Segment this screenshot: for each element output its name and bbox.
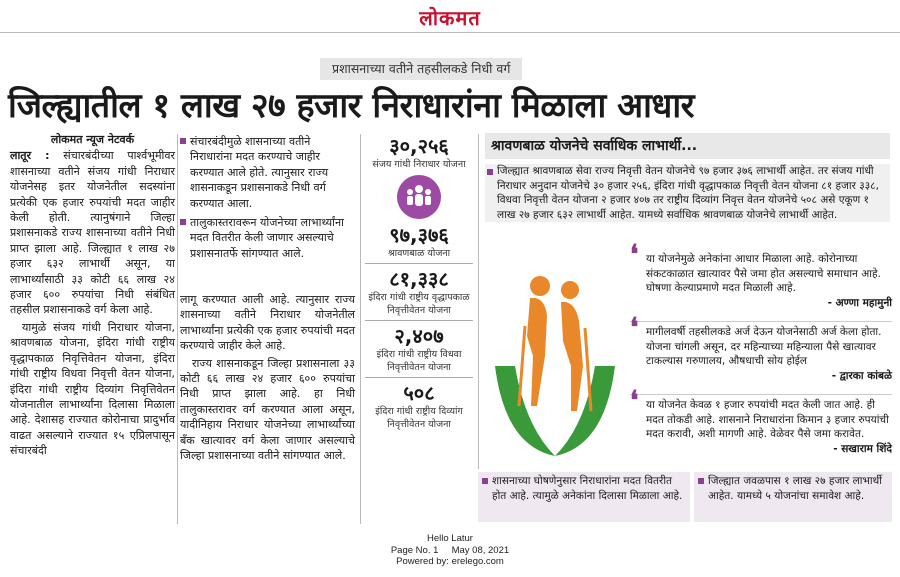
divider (630, 321, 892, 322)
citizen-quote (630, 313, 892, 383)
masthead-logo: लोकमत (419, 6, 481, 30)
paragraph: यामुळे संजय गांधी निराधार योजना, श्रावणबाळ योजना, इंदिरा गांधी राष्ट्रीय वृद्धापकाळ निवृत्तिवेतन योजना, इंदिरा गांधी राष्ट्रीय विधवा निवृत्ती वेतन योजना, इंदिरा गांधी राष्ट्रीय दिव्यांग निवृत्तिवेतन योजनातील लाभार्थ्यांना दिलासा मिळाला आहे. देशासह राज्यात कोरोनाचा प्रादुर्भाव वाढत असल्याने राज्यात १५ एप्रिलपासून संचारबंदी (10, 320, 175, 458)
stat-number: ३०,२५६ (389, 134, 449, 158)
people-group-icon (397, 175, 441, 219)
divider (365, 377, 473, 378)
stats-column (365, 134, 473, 431)
divider (365, 263, 473, 264)
page-footer (0, 533, 900, 568)
stat-number: ५०८ (403, 381, 435, 405)
column-divider (177, 134, 178, 524)
footer-powered-by: Powered by: erelego.com (396, 556, 504, 567)
paragraph: लातूर : संचारबंदीच्या पार्श्वभूमीवर शासनाच्या वतीने संजय गांधी निराधार योजनेसह इतर योजनेतील सदस्यांना प्रत्येकी एक हजार रुपयांची मदत जाहीर केली होती. त्यानुषंगाने जिल्हा प्रशासनाकडे राज्य शासनाच्या वतीने निधी प्राप्त झाला आहे. जिल्ह्यात १ लाख २७ हजार ६३२ लाभार्थी असून, या लाभार्थ्यांसाठी ३३ कोटी ६६ लाख २४ हजार ६०० रुपयांचा निधी संबंधित तहसील प्रशासनाकडे वर्ग केला आहे. (10, 149, 175, 317)
paragraph: लागू करण्यात आली आहे. त्यानुसार राज्य शासनाच्या वतीने निराधार योजनेतील लाभार्थ्यांना प्रत्येकी एक हजार रुपयांची मदत करण्याचे जाहीर केले आहे. (180, 293, 355, 353)
section-title: श्रावणबाळ योजनेचे सर्वाधिक लाभार्थी... (485, 133, 890, 159)
top-rule (0, 32, 900, 33)
divider (365, 320, 473, 321)
column-2 (180, 292, 355, 465)
citizen-quote (630, 240, 892, 310)
paragraph: राज्य शासनाकडून जिल्हा प्रशासनाला ३३ कोटी ६६ लाख २४ हजार ६०० रुपयांचा निधी प्राप्त झाला आहे. हा निधी तालुकास्तरावर वर्ग करण्यात आला असून, यादीनिहाय निराधार योजनेच्या लाभार्थ्यांच्या बँक खात्यावर वर्ग केला जाणार असल्याचे जिल्हा प्रशासनाच्या वतीने सांगण्यात आले. (180, 356, 355, 463)
citizen-quote (630, 386, 892, 456)
byline: लोकमत न्यूज नेटवर्क (50, 133, 135, 146)
dateline-city: लातूर : (10, 149, 50, 163)
kicker: प्रशासनाच्या वतीने तहसीलकडे निधी वर्ग (320, 58, 522, 80)
stat-label: इंदिरा गांधी राष्ट्रीय दिव्यांग निवृत्तीवेतन योजना (375, 406, 463, 430)
footer-page-date: Page No. 1 May 08, 2021 (390, 544, 510, 556)
quote-mark-icon: ❛ (630, 386, 639, 416)
divider (630, 394, 892, 395)
quote-text: या योजनेत केवळ १ हजार रुपयांची मदत केली जात आहे. ही मदत तोकडी आहे. शासनाने निराधारांना किमान ३ हजार रुपयांची मदत करावी, अशी मागणी आहे. वेळेवर पैसे जमा करावेत. (646, 399, 889, 440)
column-divider (360, 134, 361, 524)
quote-author: - सखाराम शिंदे (833, 442, 892, 455)
column-2-highlights (180, 134, 355, 265)
section-summary: जिल्ह्यात श्रावणबाळ सेवा राज्य निवृत्ती वेतन योजनेचे ९७ हजार ३७६ लाभार्थी आहेत. तर संजय गांधी निराधार अनुदान योजनेचे ३० हजार २५६, इंदिरा गांधी वृद्धापकाळ निवृत्ती वेतन योजना ८१ हजार ३३८, विधवा निवृत्ती वेतन योजना २ हजार ४०७ तर राष्ट्रीय दिव्यांग निवृत्त वेतन योजनेचे ५०८ असे एकूण १ लाख २७ हजार ६३२ लाभार्थी आहेत. यामध्ये सर्वाधिक श्रावणबाळ योजनेचे लाभार्थी आहेत. (485, 164, 890, 222)
stat-number: २,४०७ (394, 324, 444, 348)
quote-mark-icon: ❛ (630, 313, 639, 343)
highlight-item: तालुकास्तरावरून योजनेच्या लाभार्थ्यांना मदत वितरीत केली जाणार असल्याचे प्रशासनातर्फे सांगण्यात आले. (180, 215, 355, 261)
stat-label: संजय गांधी निराधार योजना (372, 159, 466, 170)
stat-label: इंदिरा गांधी राष्ट्रीय विधवा निवृत्तीवेतन योजना (376, 349, 462, 373)
column-1 (10, 132, 175, 461)
quote-text: या योजनेमुळे अनेकांना आधार मिळाला आहे. कोरोनाच्या संकटकाळात खात्यावर पैसे जमा होत असल्याचे समाधान आहे. घोषणा केल्याप्रमाणे मदत मिळाली आहे. (646, 253, 881, 294)
highlight-item: संचारबंदीमुळे शासनाच्या वतीने निराधारांना मदत करण्याचे जाहीर करण्यात आले होते. त्यानुसार राज्य शासनाकडून प्रशासनाकडे निधी वर्ग करण्यात आला. (180, 134, 355, 211)
stat-number: ८१,३३८ (389, 267, 449, 291)
quote-mark-icon: ❛ (630, 240, 639, 270)
elderly-couple-illustration (485, 246, 625, 466)
quote-author: - द्वारका कांबळे (831, 369, 892, 382)
quote-text: मागीलवर्षी तहसीलकडे अर्ज देऊन योजनेसाठी अर्ज केला होता. योजना चांगली असून, दर महिन्याच्या महिन्याला पैसे खात्यावर टाकल्यास गरुणालय, औषधाची सोय होईल (646, 326, 882, 367)
stat-label: श्रावणबाळ योजना (387, 248, 451, 259)
footer-source: Hello Latur (427, 533, 473, 544)
quote-author: - अण्णा महामुनी (827, 296, 892, 309)
highlight-box: शासनाच्या घोषणेनुसार निराधारांना मदत वितरीत होत आहे. त्यामुळे अनेकांना दिलासा मिळाला आहे. (478, 472, 690, 522)
column-divider (478, 134, 479, 469)
headline: जिल्ह्यातील १ लाख २७ हजार निराधारांना मिळाला आधार (8, 86, 695, 126)
stat-label: इंदिरा गांधी राष्ट्रीय वृद्धापकाळ निवृत्तीवेतन योजना (368, 292, 470, 316)
stat-number: ९७,३७६ (389, 223, 449, 247)
highlight-box: जिल्ह्यात जवळपास १ लाख २७ हजार लाभार्थी आहेत. यामध्ये ५ योजनांचा समावेश आहे. (694, 472, 892, 522)
